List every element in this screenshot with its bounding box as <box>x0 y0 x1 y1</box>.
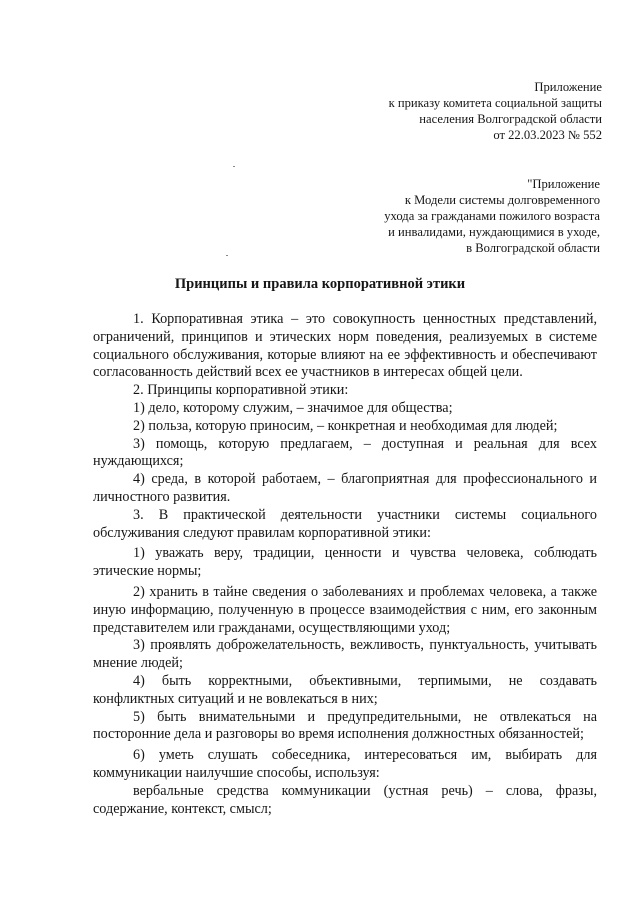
paragraph: 2. Принципы корпоративной этики: <box>133 382 349 399</box>
header-line: к Модели системы долговременного <box>404 193 600 207</box>
paragraph: 4) быть корректными, объективными, терпимыми, не создавать конфликтных ситуаций и не вовлекаться в них; <box>93 672 597 707</box>
header-line: ухода за гражданами пожилого возраста <box>384 209 600 223</box>
paragraph: 4) среда, в которой работаем, – благоприятная для профессионального и личностного развития. <box>93 471 597 505</box>
paragraph: 2) польза, которую приносим, – конкретная и необходимая для людей; <box>133 417 558 434</box>
header-line: к приказу комитета социальной защиты <box>388 96 602 110</box>
paragraph: 3. В практической деятельности участники системы социального обслуживания следуют правилам корпоративной этики: <box>93 506 597 541</box>
scan-speck <box>226 255 228 256</box>
document-title: Принципы и правила корпоративной этики <box>174 276 466 292</box>
paragraph: 6) уметь слушать собеседника, интересоваться им, выбирать для коммуникации наилучшие способы, используя: <box>93 747 597 781</box>
document-body <box>93 311 597 818</box>
header-line: и инвалидами, нуждающимися в уходе, <box>388 225 600 239</box>
paragraph: 1. Корпоративная этика – это совокупность ценностных представлений, ограничений, принципов и этических норм поведения, реализуемых в системе социального обслуживания, которые влияют на ее эффективность и обеспечивают согласованность действий всех ее участников в интересах общей цели. <box>93 311 597 381</box>
paragraph: 3) помощь, которую предлагаем, – доступная и реальная для всех нуждающихся; <box>93 435 597 470</box>
paragraph: 5) быть внимательными и предупредительными, не отвлекаться на посторонние дела и разговоры во время исполнения должностных обязанностей; <box>93 708 597 743</box>
paragraph: 1) дело, которому служим, – значимое для общества; <box>133 399 453 416</box>
paragraph: 1) уважать веру, традиции, ценности и чувства человека, соблюдать этические нормы; <box>93 545 597 580</box>
annex-header <box>384 176 600 256</box>
paragraph: 2) хранить в тайне сведения о заболеваниях и проблемах человека, а также иную информацию, полученную в процессе взаимодействия с ним, его законным представителем или гражданами, осуществляющими уход; <box>93 583 597 636</box>
header-line: "Приложение <box>527 177 600 191</box>
header-line: от 22.03.2023 № 552 <box>493 128 602 142</box>
paragraph: вербальные средства коммуникации (устная речь) – слова, фразы, содержание, контекст, смысл; <box>93 782 597 817</box>
header-line: в Волгоградской области <box>466 241 600 255</box>
header-line: населения Волгоградской области <box>419 112 602 126</box>
header-line: Приложение <box>534 80 602 94</box>
approval-header <box>389 79 602 143</box>
scan-speck <box>233 166 235 167</box>
paragraph: 3) проявлять доброжелательность, вежливость, пунктуальность, учитывать мнение людей; <box>93 637 597 672</box>
